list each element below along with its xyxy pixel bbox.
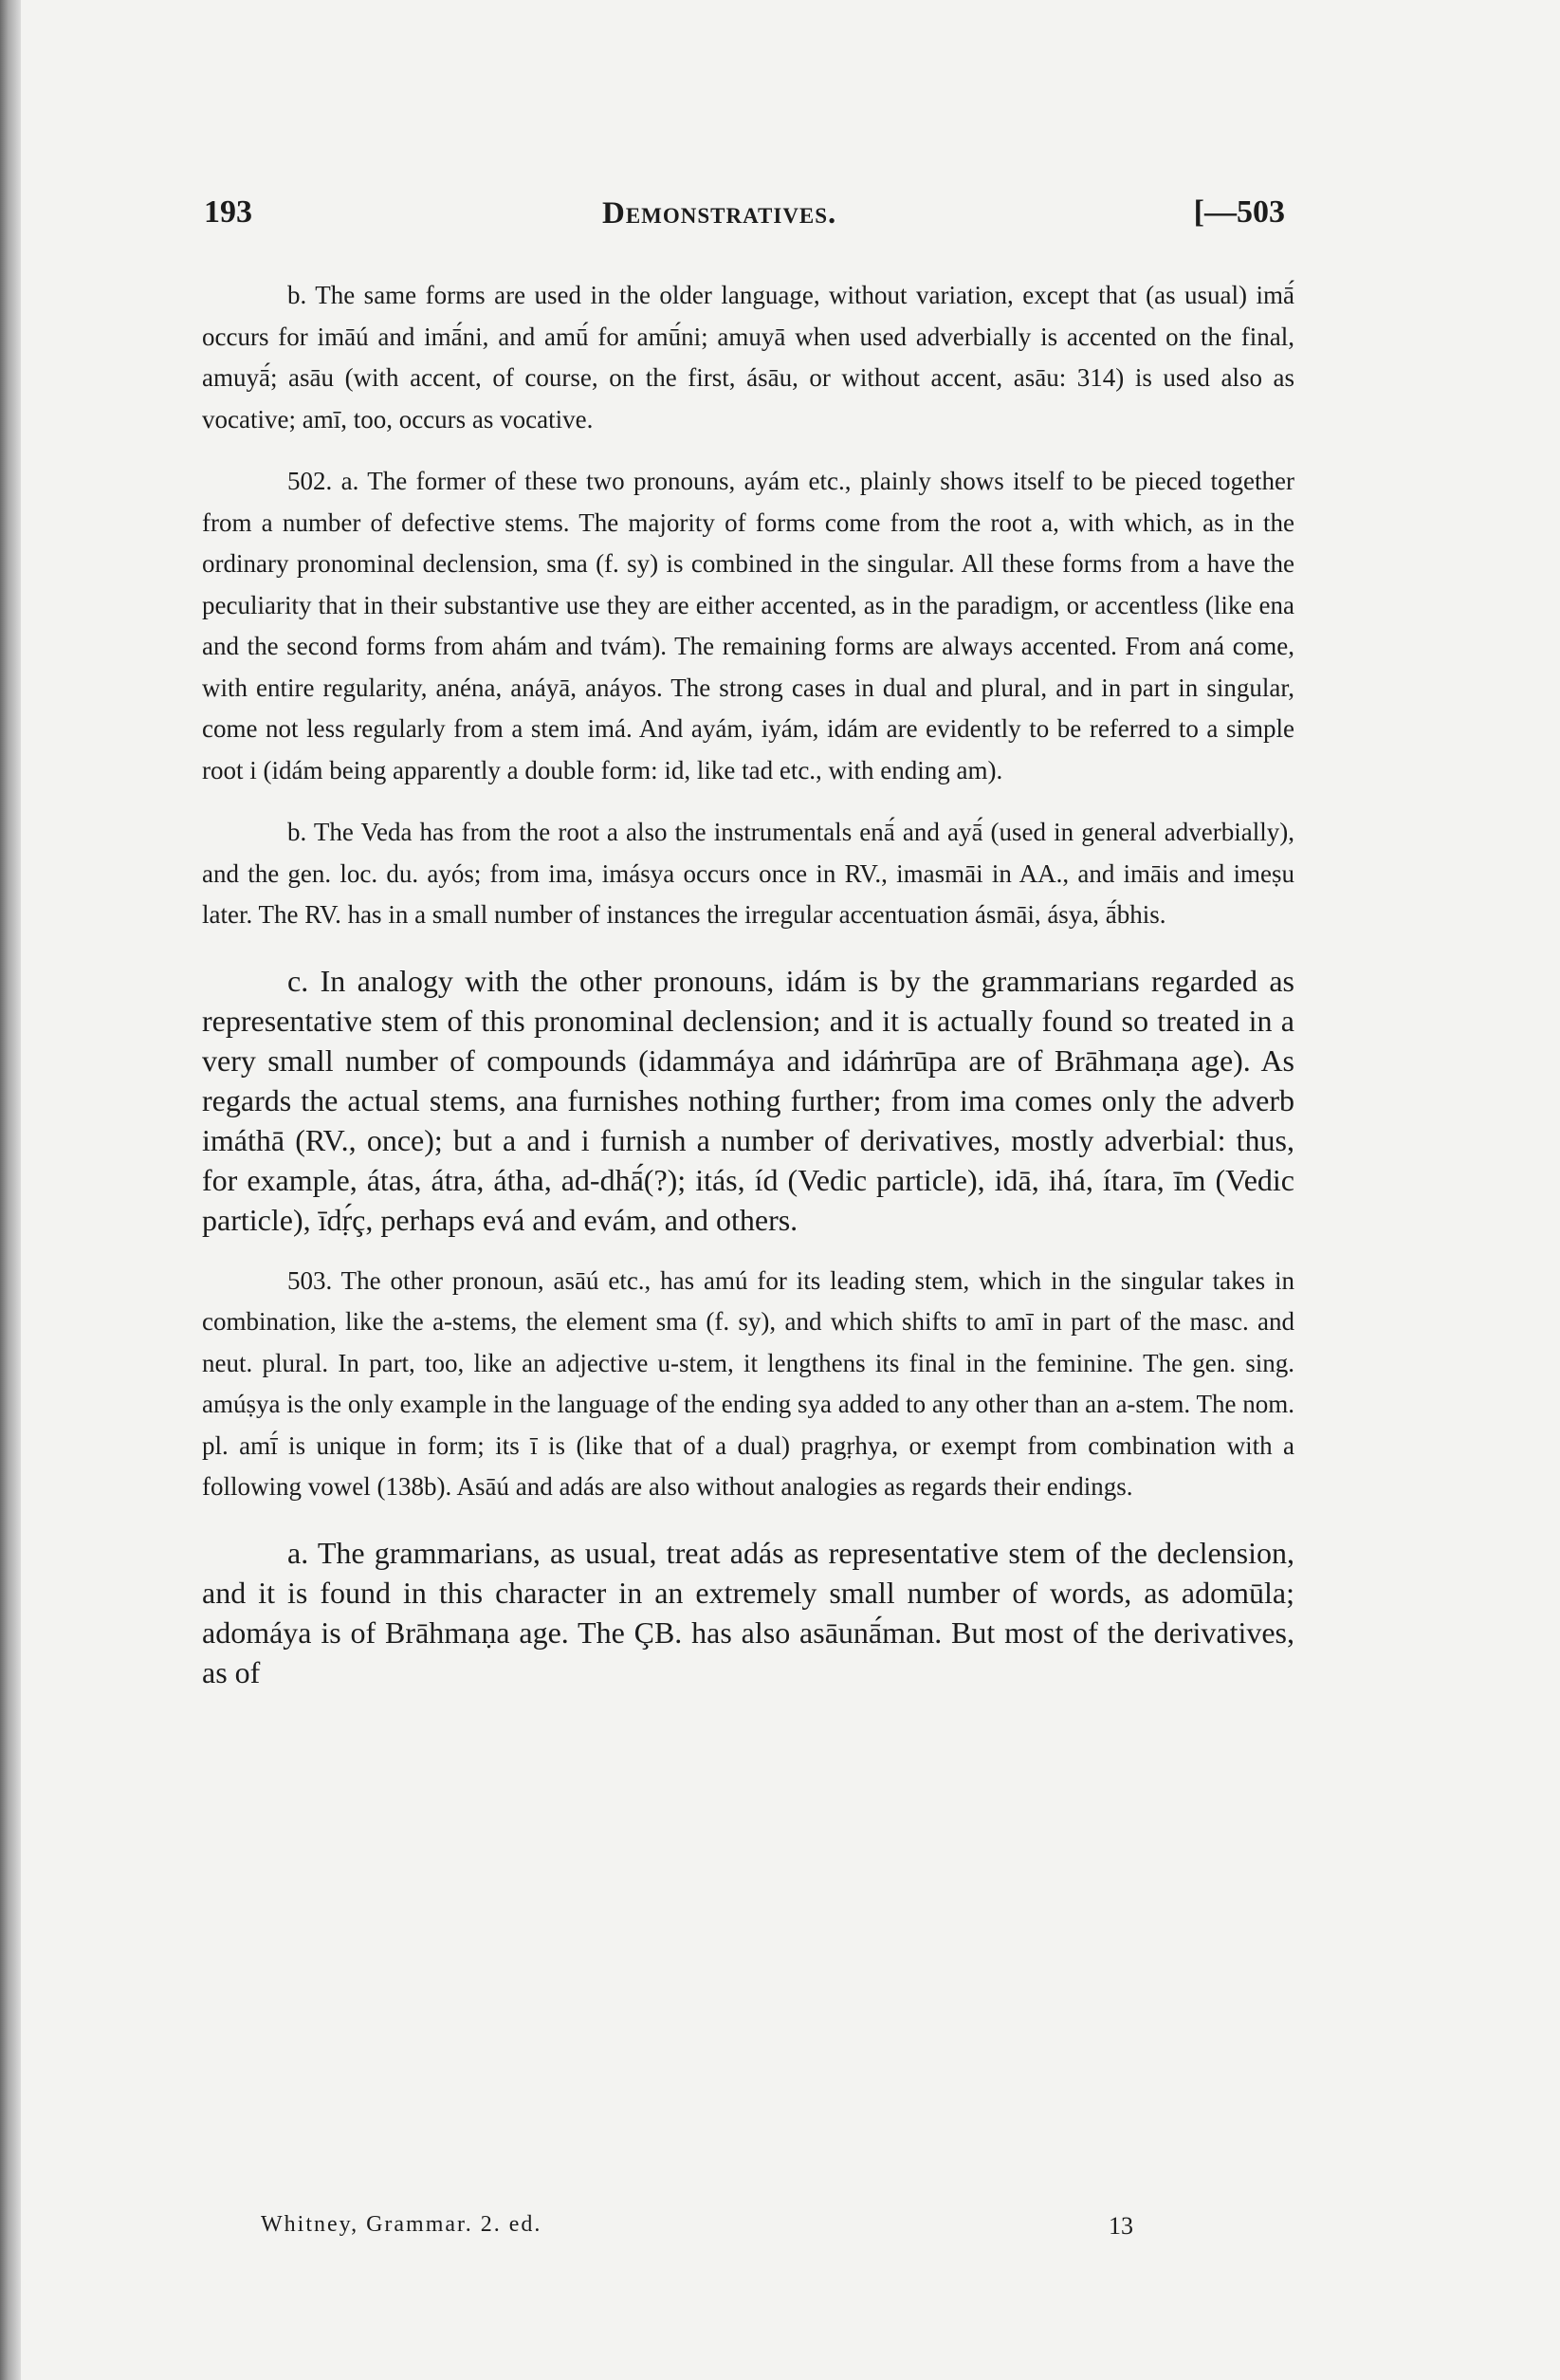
running-title: Demonstratives. [602,196,837,231]
paragraph-502a: 502. a. The former of these two pronouns, ayám etc., plainly shows itself to be pieced together from a number of defective stems. The majority of forms come from the root a, with which, as in the ordinary pronominal declension, sma (f. sy) is combined in the singular. All these forms from a have the peculiarity that in their substantive use they are either accented, as in the paradigm, or accentless (like ena and the second forms from ahám and tvám). The remaining forms are always accented. From aná come, with entire regularity, anéna, anáyā, anáyos. The strong cases in dual and plural, and in part in singular, come not less regularly from a stem imá. And ayám, iyám, idám are evidently to be referred to a simple root i (idám being apparently a double form: id, like tad etc., with ending am). [202,467,1294,784]
paragraph-503: 503. The other pronoun, asāú etc., has amú for its leading stem, which in the singular takes in combination, like the a-stems, the element sma (f. sy), and which shifts to amī in part of the masc. and neut. plural. In part, too, like an adjective u-stem, it lengthens its final in the feminine. The gen. sing. amúṣya is the only example in the language of the ending sya added to any other than an a-stem. The nom. pl. amī́ is unique in form; its ī is (like that of a dual) pragṛhya, or exempt from combination with a following vowel (138b). Asāú and adás are also without analogies as regards their endings. [202,1265,1294,1501]
paragraph-501b: b. The same forms are used in the older language, without variation, except that (as usual) imā́ occurs for imāú and imā́ni, and amū́ for amū́ni; amuyā when used adverbially is accented on the final, amuyā́; asāu (with accent, of course, on the first, ásāu, or without accent, asāu: 314) is used also as vocative; amī, too, occurs as vocative. [202,281,1294,434]
page-number: 193 [204,194,252,230]
paragraph-502c: c. In analogy with the other pronouns, idám is by the grammarians regarded as representative stem of this pronominal declension; and it is actually found so treated in a very small number of compounds (idammáya and idáṁrūpa are of Brāhmaṇa age). As regards the actual stems, ana furnishes nothing further; from ima comes only the adverb imáthā (RV., once); but a and i furnish a number of derivatives, mostly adverbial: thus, for example, átas, átra, átha, ad-dhā́(?); itás, íd (Vedic particle), idā, ihá, ítara, īm (Vedic particle), īdṛ́ç, perhaps evá and evám, and others. [202,963,1294,1237]
scan-edge [0,0,21,2380]
page-body [202,275,1294,1692]
running-header [204,194,1304,242]
footer-source: Whitney, Grammar. 2. ed. [261,2212,542,2237]
page-footer [261,2212,1209,2250]
paragraph-502b: b. The Veda has from the root a also the instrumentals enā́ and ayā́ (used in general adverbially), and the gen. loc. du. ayós; from ima, imásya occurs once in RV., imasmāi in AA., and imāis and imeṣu later. The RV. has in a small number of instances the irregular accentuation ásmāi, ásya, ā́bhis. [202,818,1294,929]
paragraph-503a: a. The grammarians, as usual, treat adás as representative stem of the declension, and it is found in this character in an extremely small number of words, as adomūla; adomáya is of Brāhmaṇa age. The ÇB. has also asāunā́man. But most of the derivatives, as of [202,1535,1294,1689]
signature-mark: 13 [1109,2212,1133,2240]
section-reference: [—503 [1193,194,1285,230]
